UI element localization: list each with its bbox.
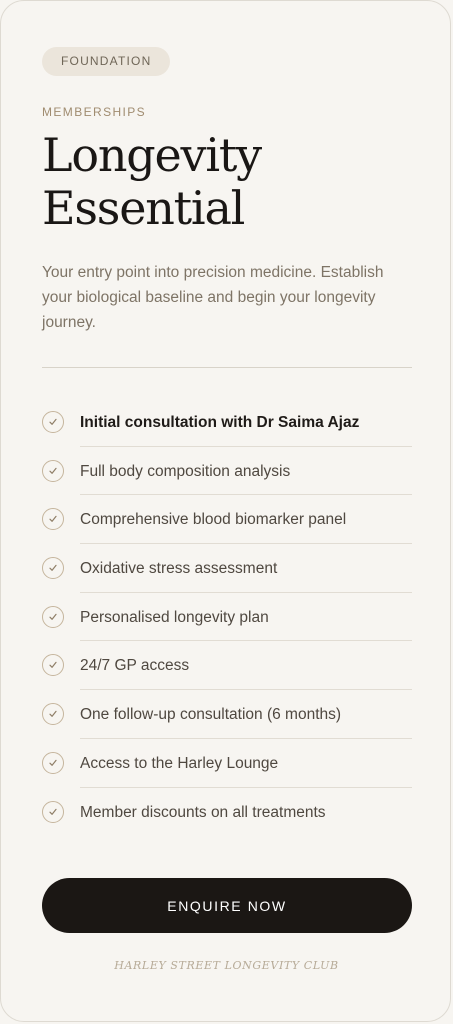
plan-description: Your entry point into precision medicine. Establish your biological baseline and begin your longevity journey. — [42, 264, 384, 331]
feature-label: 24/7 GP access — [80, 657, 190, 675]
feature-label: Member discounts on all treatments — [80, 803, 326, 821]
feature-item — [42, 593, 412, 642]
plan-title-line-1: Longevity — [42, 128, 261, 182]
check-icon — [42, 557, 64, 579]
feature-label: One follow-up consultation (6 months) — [80, 706, 342, 724]
check-icon — [42, 411, 64, 433]
feature-item — [42, 739, 412, 788]
check-icon — [42, 752, 64, 774]
feature-item — [42, 641, 412, 690]
tier-badge: FOUNDATION — [42, 47, 170, 76]
check-icon — [42, 703, 64, 725]
check-icon — [42, 801, 64, 823]
plan-title-line-2: Essential — [42, 181, 245, 235]
club-footer-text: HARLEY STREET LONGEVITY CLUB — [114, 959, 339, 972]
check-icon — [42, 606, 64, 628]
plan-title — [42, 129, 422, 235]
feature-item — [42, 788, 412, 837]
feature-label: Personalised longevity plan — [80, 608, 269, 626]
feature-item — [42, 495, 412, 544]
enquire-now-button[interactable]: ENQUIRE NOW — [42, 878, 412, 933]
section-eyebrow: MEMBERSHIPS — [42, 105, 147, 119]
feature-item — [42, 690, 412, 739]
feature-label: Full body composition analysis — [80, 462, 291, 480]
check-icon — [42, 460, 64, 482]
divider — [42, 367, 412, 368]
feature-list — [42, 398, 412, 836]
check-icon — [42, 508, 64, 530]
feature-label: Oxidative stress assessment — [80, 560, 278, 578]
feature-item — [42, 544, 412, 593]
feature-label: Initial consultation with Dr Saima Ajaz — [80, 414, 360, 431]
feature-item — [42, 398, 412, 447]
feature-label: Comprehensive blood biomarker panel — [80, 511, 347, 529]
feature-item — [42, 447, 412, 496]
feature-label: Access to the Harley Lounge — [80, 754, 279, 772]
check-icon — [42, 654, 64, 676]
